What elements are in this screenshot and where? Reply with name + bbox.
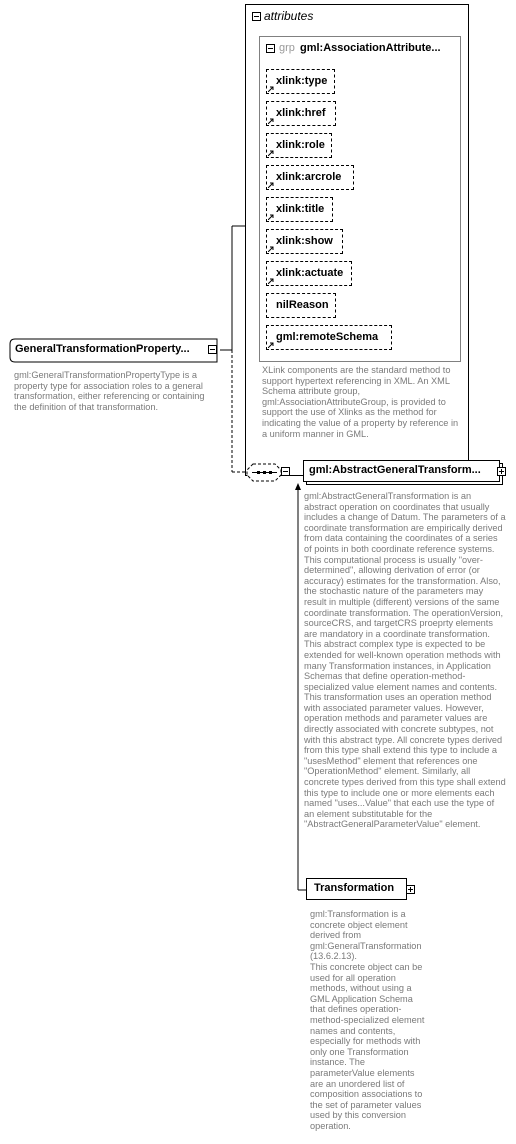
transformation-element[interactable] [306, 878, 416, 903]
attribute-group-toggle[interactable] [266, 44, 275, 53]
abstract-description: gml:AbstractGeneralTransformation is an abstract operation on coordinates that usually includes a change of Datum. The parameters of a coordinate transformation are empirically derived from data containing the coordinates of a series of points in both coordinate reference systems. This computational process is usually "over-determined", allowing derivation of error (or accuracy) estimates for the transformation. Also, the stochastic nature of the parameters may result in multiple (different) versions of the same coordinate transformation. The operationVersion, sourceCRS, and targetCRS proeprty elements are mandatory in a coordinate transformation. This abstract complex type is expected to be extended for well-known operation methods with many Transformation instances, in Application Schemas that define operation-method-specialized value element names and contents. This transformation uses an operation method with associated parameter values. However, operation methods and parameter values are directly associated with concrete subtypes, not with this abstract type. All concrete types derived from this type shall extend this type to include a "usesMethod" element that references one "OperationMethod" element. Similarly, all concrete types derived from this type shall extend this type to include one or more elements each named "uses...Value" that each use the type of an element substitutable for the "AbstractGeneralParameterValue" element. [304, 491, 506, 830]
attr-xlink-show[interactable] [266, 229, 343, 254]
attr-nilreason[interactable] [266, 293, 336, 318]
reference-arrow-icon [268, 214, 274, 220]
abstract-element-label: gml:AbstractGeneralTransform... [309, 464, 481, 476]
attr-xlink-type[interactable] [266, 69, 335, 94]
attr-gml-remoteschema[interactable] [266, 325, 392, 350]
abstract-expand-toggle[interactable] [497, 467, 506, 476]
attr-xlink-role[interactable] [266, 133, 332, 158]
reference-arrow-icon [268, 118, 274, 124]
attr-xlink-show-label: xlink:show [276, 235, 333, 247]
root-element-label: GeneralTransformationProperty... [15, 343, 190, 355]
reference-arrow-icon [268, 182, 274, 188]
reference-arrow-icon [268, 86, 274, 92]
attribute-group-name: gml:AssociationAttribute... [300, 42, 441, 54]
transformation-expand-toggle[interactable] [406, 885, 415, 894]
attributes-title: attributes [264, 9, 314, 23]
attr-xlink-arcrole[interactable] [266, 165, 354, 190]
attr-xlink-href[interactable] [266, 101, 336, 126]
abstract-transformation-element[interactable] [303, 460, 503, 485]
reference-arrow-icon [268, 278, 274, 284]
transformation-description: gml:Transformation is a concrete object element derived from gml:GeneralTransformation (13.6.2.13). This concrete object can be used for all operation methods, without using a GML Application Schema that defines operation-method-specialized element names and contents, especially for methods with only one Transformation instance. The parameterValue elements are an unordered list of composition associations to the set of parameter values used by this conversion operation. [310, 909, 425, 1131]
sequence-collapse-toggle[interactable] [281, 467, 290, 476]
reference-arrow-icon [268, 246, 274, 252]
attribute-group-description: XLink components are the standard method to support hypertext referencing in XML. An XML Schema attribute group, gml:AssociationAttributeGroup, is provided to support the use of Xlinks as the method for indicating the value of a property by reference in a uniform manner in GML. [262, 365, 459, 439]
root-description: gml:GeneralTransformationPropertyType is a property type for association roles to a general transformation, either referencing or containing the definition of that transformation. [14, 370, 205, 412]
attr-gml-remoteschema-label: gml:remoteSchema [276, 331, 379, 343]
reference-arrow-icon [268, 150, 274, 156]
attr-xlink-actuate[interactable] [266, 261, 352, 286]
attributes-collapse-toggle[interactable] [252, 12, 261, 21]
attr-xlink-type-label: xlink:type [276, 75, 328, 87]
attr-xlink-href-label: xlink:href [276, 107, 326, 119]
attr-nilreason-label: nilReason [276, 299, 329, 311]
attr-xlink-title-label: xlink:title [276, 203, 325, 215]
attr-xlink-title[interactable] [266, 197, 333, 222]
attr-xlink-arcrole-label: xlink:arcrole [276, 171, 342, 183]
attr-xlink-role-label: xlink:role [276, 139, 325, 151]
attr-xlink-actuate-label: xlink:actuate [276, 267, 344, 279]
transformation-element-label: Transformation [314, 882, 395, 894]
reference-arrow-icon [268, 342, 274, 348]
attribute-group-prefix: grp [279, 42, 295, 54]
root-element[interactable] [9, 338, 218, 363]
root-collapse-toggle[interactable] [208, 345, 217, 354]
